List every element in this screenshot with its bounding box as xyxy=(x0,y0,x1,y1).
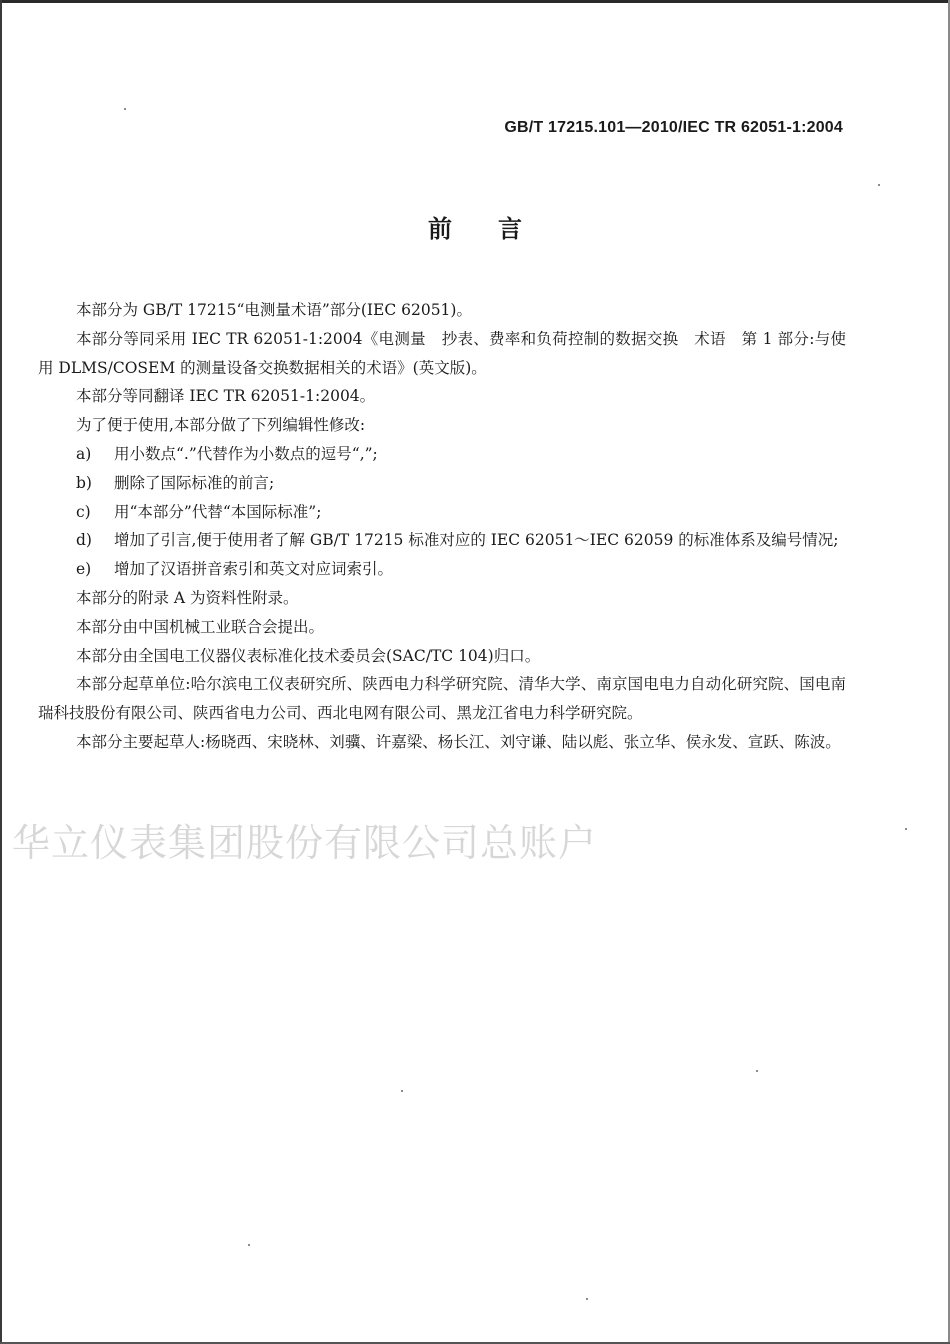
paragraph: 本部分的附录 A 为资料性附录。 xyxy=(76,588,299,607)
list-item-text: 删除了国际标准的前言; xyxy=(114,473,275,492)
paragraph: 本部分等同采用 IEC TR 62051-1:2004《电测量 抄表、费率和负荷控制的数据交换 术语 第 1 部分:与使用 DLMS/COSEM 的测量设备交换数据相关的术语》(英文版)。 xyxy=(38,329,846,377)
paragraph: 为了便于使用,本部分做了下列编辑性修改: xyxy=(76,416,366,435)
list-marker: e) xyxy=(76,560,92,579)
list-item-text: 用小数点“.”代替作为小数点的逗号“,”; xyxy=(114,444,378,463)
list-marker: c) xyxy=(76,502,91,521)
scan-speck xyxy=(124,108,126,110)
paragraph: 本部分由全国电工仪器仪表标准化技术委员会(SAC/TC 104)归口。 xyxy=(76,646,541,665)
paragraph: 本部分等同翻译 IEC TR 62051-1:2004。 xyxy=(76,387,376,406)
paragraph: 本部分主要起草人:杨晓西、宋晓林、刘骥、许嘉梁、杨长江、刘守谦、陆以彪、张立华、侯永发、宣跃、陈波。 xyxy=(76,732,841,751)
scan-speck xyxy=(248,1244,250,1246)
paragraph: 本部分由中国机械工业联合会提出。 xyxy=(76,617,325,636)
paragraph: 本部分为 GB/T 17215“电测量术语”部分(IEC 62051)。 xyxy=(76,301,472,319)
scan-speck xyxy=(756,1070,758,1072)
page-border-top xyxy=(0,0,950,3)
list-item-text: 增加了汉语拼音索引和英文对应词索引。 xyxy=(114,560,394,579)
list-marker: b) xyxy=(76,473,92,492)
list-item xyxy=(38,498,846,527)
list-item xyxy=(38,526,846,555)
document-body xyxy=(38,296,846,757)
scan-speck xyxy=(586,1298,588,1300)
list-item xyxy=(38,440,846,469)
list-item xyxy=(38,555,846,584)
scan-speck xyxy=(905,828,907,830)
scan-speck xyxy=(878,184,880,186)
page-title: 前言 xyxy=(428,215,568,243)
scan-speck xyxy=(401,1090,403,1092)
list-marker: d) xyxy=(76,531,92,550)
list-marker: a) xyxy=(76,444,92,463)
list-item-text: 用“本部分”代替“本国际标准”; xyxy=(114,502,322,521)
list-item-text: 增加了引言,便于使用者了解 GB/T 17215 标准对应的 IEC 62051～IEC 62059 的标准体系及编号情况; xyxy=(114,531,839,550)
page-border-left xyxy=(0,0,2,1344)
paragraph: 本部分起草单位:哈尔滨电工仪表研究所、陕西电力科学研究院、清华大学、南京国电电力自动化研究院、国电南瑞科技股份有限公司、陕西省电力公司、西北电网有限公司、黑龙江省电力科学研究院。 xyxy=(38,675,846,723)
standard-code: GB/T 17215.101—2010/IEC TR 62051-1:2004 xyxy=(504,119,843,136)
list-item xyxy=(38,469,846,498)
watermark: 华立仪表集团股份有限公司总账户 xyxy=(12,821,598,865)
